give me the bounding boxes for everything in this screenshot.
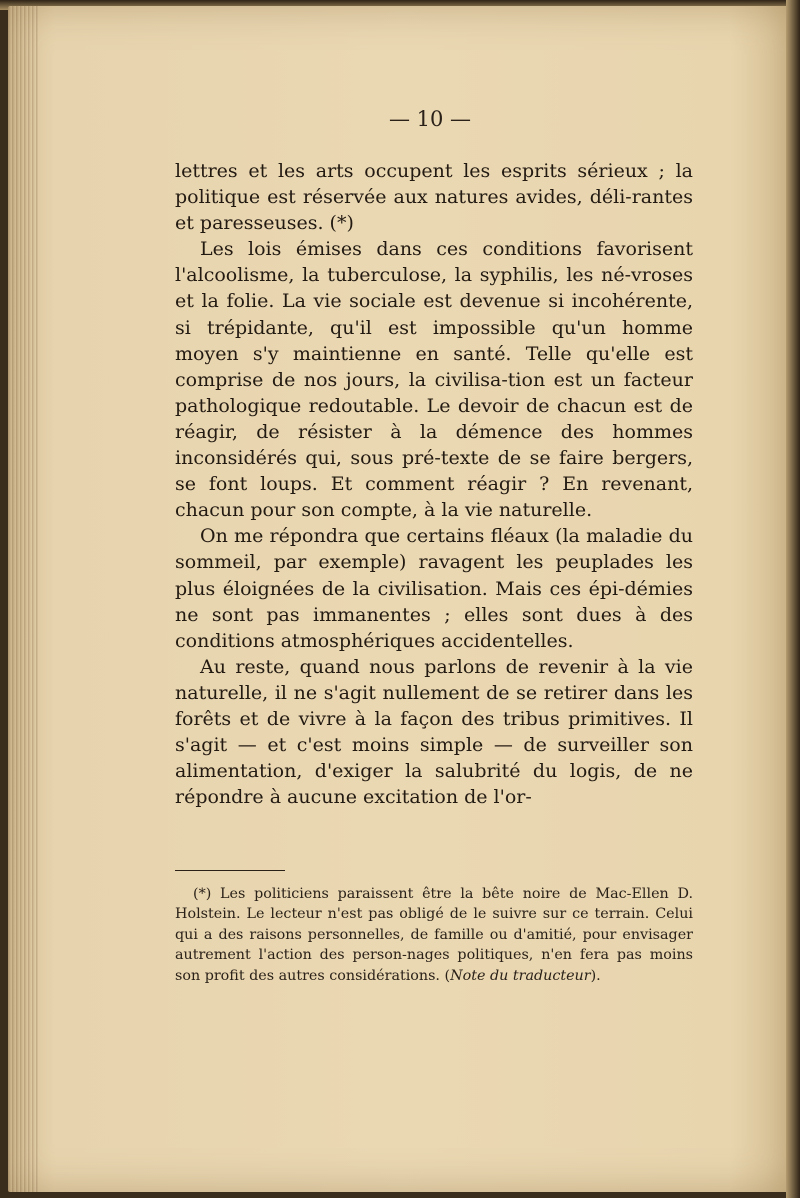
right-edge — [786, 0, 800, 1198]
footnote-closing: ). — [590, 967, 601, 984]
paragraph-3: On me répondra que certains fléaux (la maladie du sommeil, par exemple) ravagent les peuplades les plus éloignées de la civilisation. Mais ces épi-démies ne sont pas immanentes ; elles sont dues à des conditions atmosphériques accidentelles. — [175, 525, 693, 652]
paragraph-2: Les lois émises dans ces conditions favorisent l'alcoolisme, la tuberculose, la syphilis, les né-vroses et la folie. La vie sociale est devenue si incohérente, si trépidante, qu'il est impossible qu'un homme moyen s'y maintienne en santé. Telle qu'elle est comprise de nos jours, la civilisa-tion est un facteur pathologique redoutable. Le devoir de chacun est de réagir, de résister à la démence des hommes inconsidérés qui, sous pré-texte de se faire bergers, se font loups. Et comment réagir ? En revenant, chacun pour son compte, à la vie naturelle. — [175, 238, 693, 522]
footnote-divider — [175, 870, 285, 871]
translator-note-label: Note du traducteur — [450, 967, 591, 984]
binding-edge — [8, 6, 38, 1192]
page-number: — 10 — — [388, 107, 472, 131]
footnote — [175, 884, 693, 986]
paragraph-4: Au reste, quand nous parlons de revenir à la vie naturelle, il ne s'agit nullement de se retirer dans les forêts et de vivre à la façon des tribus primitives. Il s'agit — et c'est moins simple — de surveiller son alimentation, d'exiger la salubrité du logis, de ne répondre à aucune excitation de l'or- — [175, 655, 693, 809]
paragraph-1: lettres et les arts occupent les esprits sérieux ; la politique est réservée aux natures avides, déli-rantes et paresseuses. (*) — [175, 160, 693, 235]
body-text — [175, 158, 693, 810]
footnote-text: (*) Les politiciens paraissent être la bête noire de Mac-Ellen D. Holstein. Le lecteur n'est pas obligé de le suivre sur ce terrain. Celui qui a des raisons personnelles, de famille ou d'amitié, pour envisager autrement l'action des person-nages politiques, n'en fera pas moins son profit des autres considérations. ( — [175, 886, 693, 984]
footnote-paragraph — [175, 884, 693, 986]
